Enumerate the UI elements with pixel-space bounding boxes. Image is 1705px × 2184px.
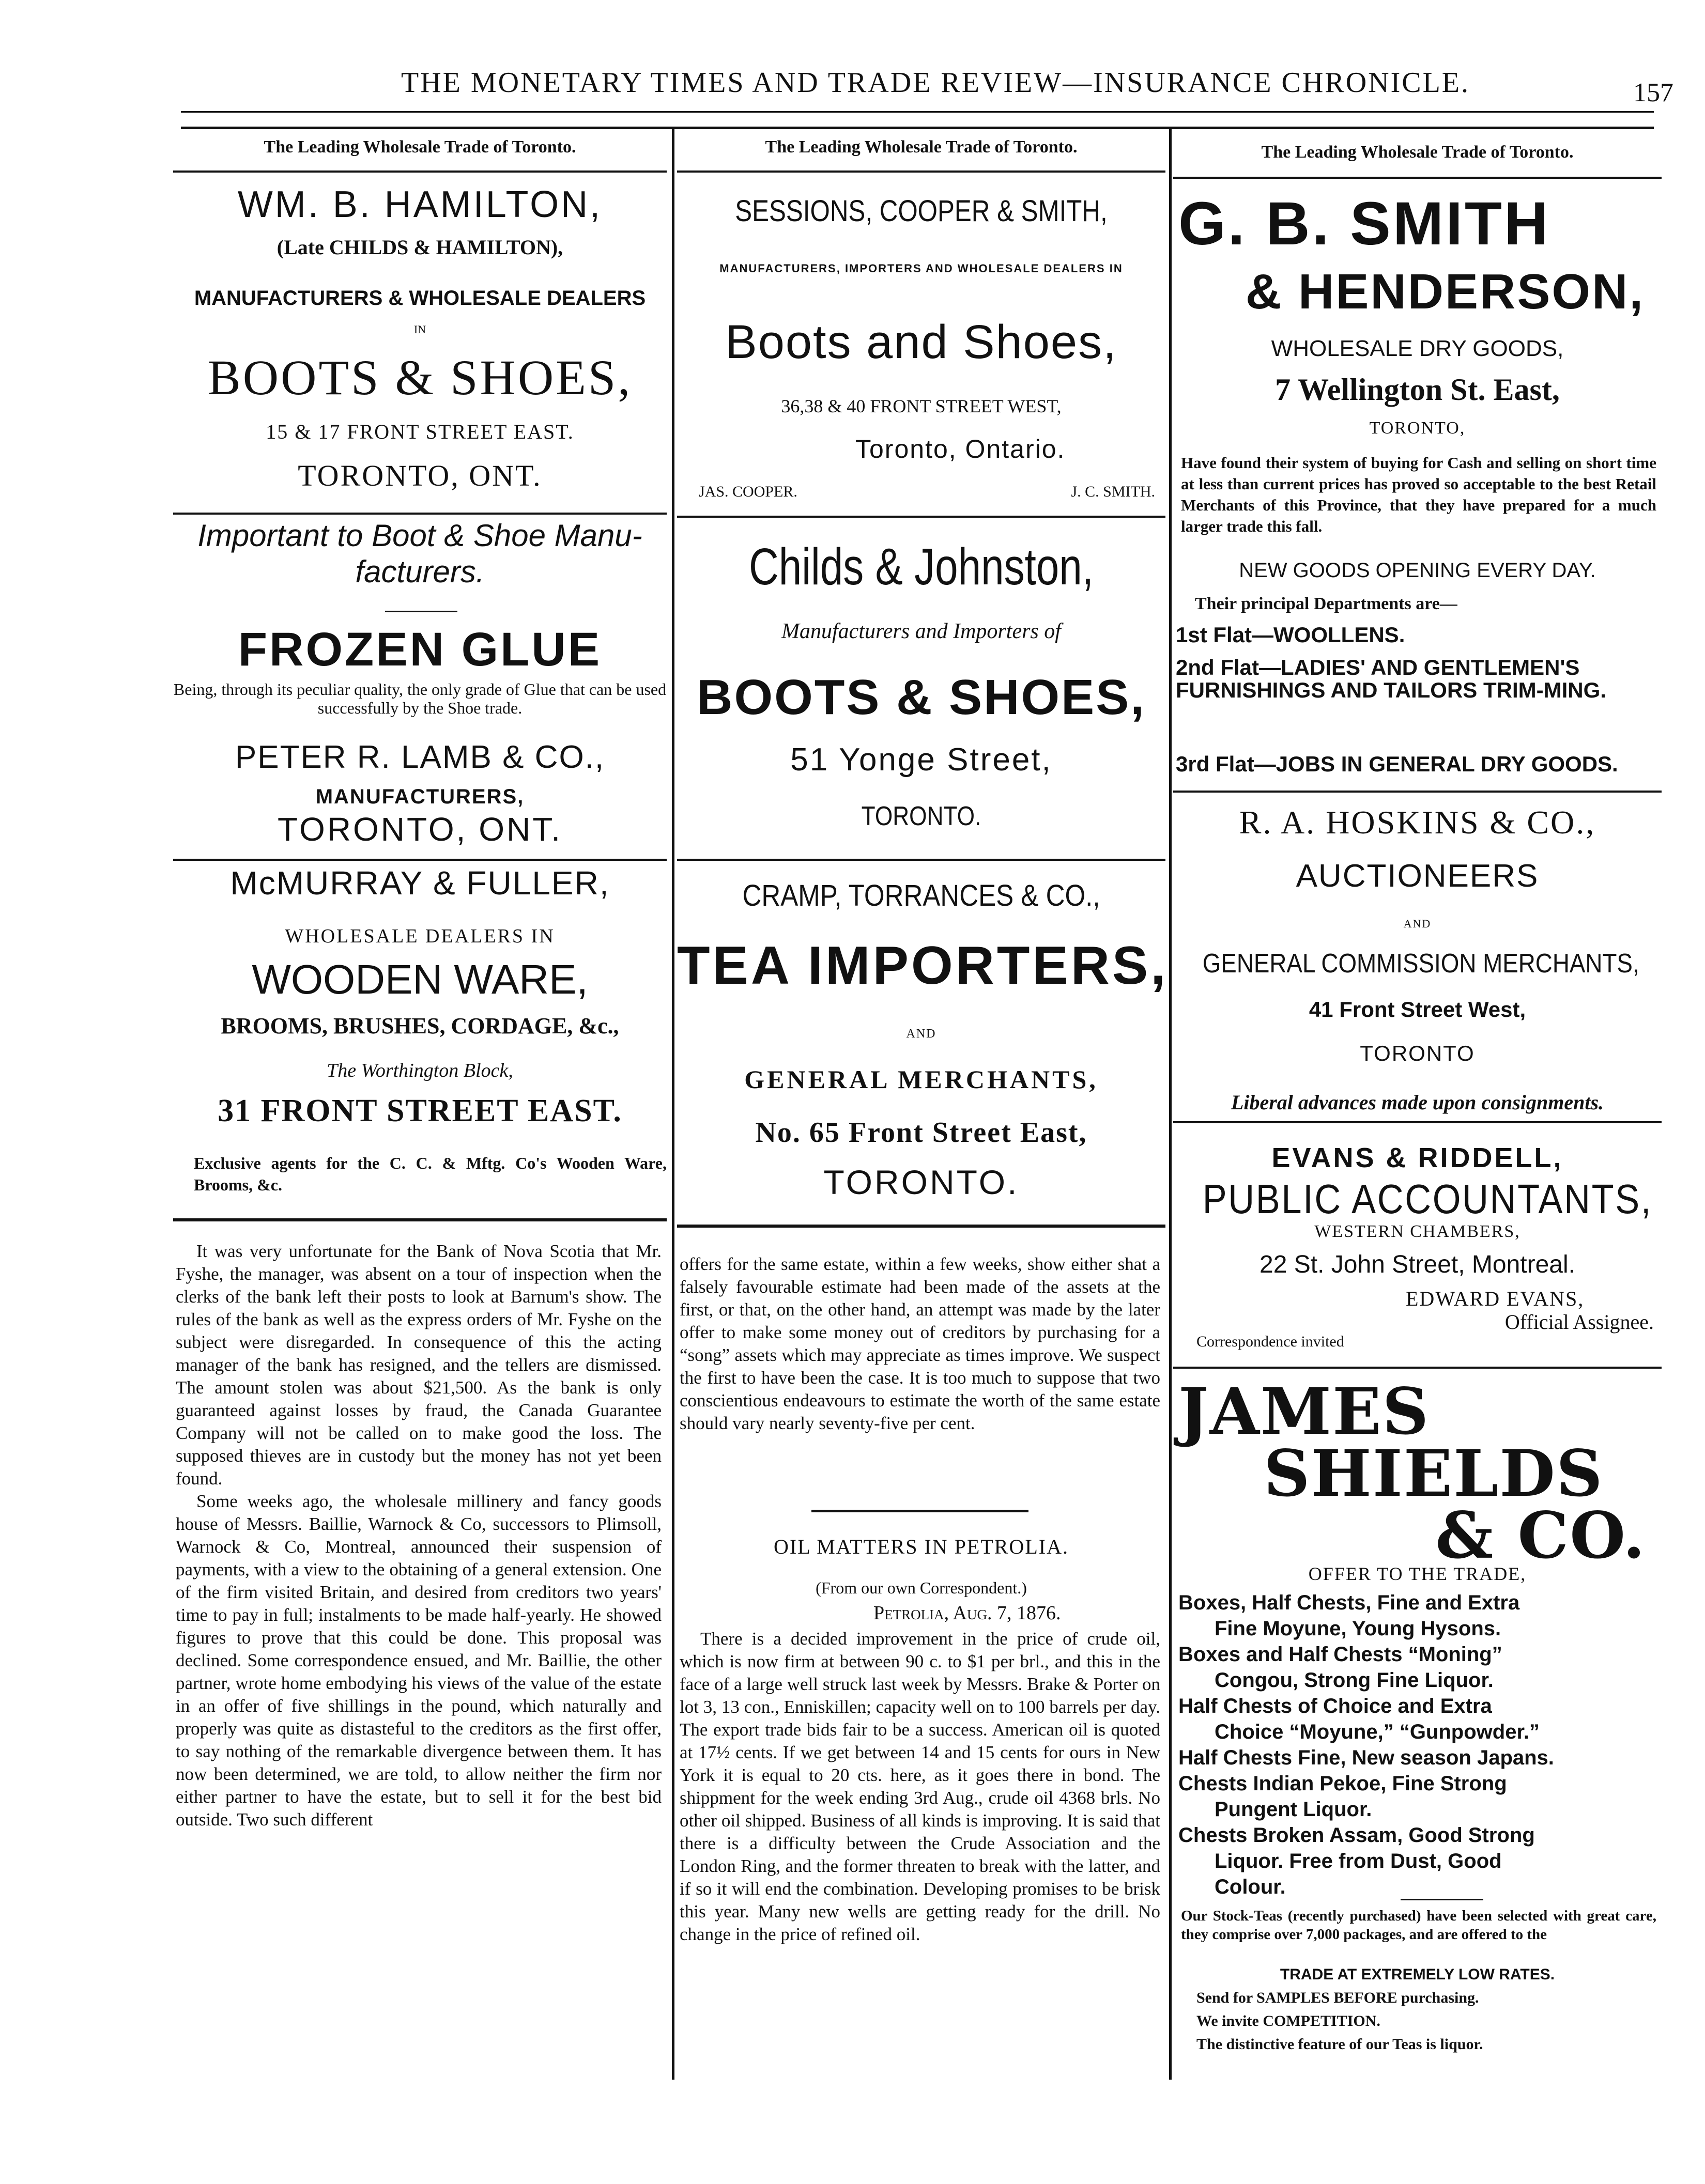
sessions-name: SESSIONS, COOPER & SMITH,	[735, 194, 1108, 228]
tea-item: Half Chests of Choice and Extra Choice “Moyune,” “Gunpowder.”	[1178, 1695, 1540, 1743]
lamb-desc: Being, through its peculiar quality, the only grade of Glue that can be used successfully by the Shoe trade.	[173, 680, 667, 717]
smith-name-2: & HENDERSON,	[1246, 264, 1645, 319]
lamb-role: MANUFACTURERS,	[315, 785, 525, 808]
oil-article-title: OIL MATTERS IN PETROLIA.	[774, 1535, 1069, 1558]
evans-role: PUBLIC ACCOUNTANTS,	[1202, 1176, 1653, 1222]
mcmurray-note: Exclusive agents for the C. C. & Mftg. Co's Wooden Ware, Brooms, &c.	[194, 1154, 667, 1194]
divider	[173, 171, 667, 173]
shields-name-3: & CO.	[1435, 1498, 1646, 1573]
cramp-address: No. 65 Front Street East,	[755, 1117, 1087, 1149]
tea-item: Chests Broken Assam, Good Strong Liquor. Free from Dust, Good Colour.	[1178, 1824, 1535, 1898]
cramp-and: AND	[906, 1027, 936, 1041]
divider	[1173, 1121, 1662, 1123]
sessions-goods: Boots and Shoes,	[725, 316, 1117, 368]
sessions-address: 36,38 & 40 FRONT STREET WEST,	[781, 396, 1062, 416]
column-heading: The Leading Wholesale Trade of Toronto.	[1261, 143, 1574, 162]
smith-dept-2: 2nd Flat—LADIES' AND GENTLEMEN'S FURNISHINGS AND TAILORS TRIM-MING.	[1176, 655, 1606, 702]
sessions-role: MANUFACTURERS, IMPORTERS AND WHOLESALE DEALERS IN	[719, 262, 1123, 275]
mcmurray-goods2: BROOMS, BRUSHES, CORDAGE, &c.,	[221, 1013, 619, 1039]
hoskins-role-2: GENERAL COMMISSION MERCHANTS,	[1202, 949, 1639, 979]
short-rule	[385, 611, 457, 612]
childs-name: Childs & Johnston,	[748, 538, 1094, 596]
page-number: 157	[1633, 78, 1673, 107]
smith-body: Have found their system of buying for Cash and selling on short time at less than current prices has proved so acceptable to the best Retail Merchants of this Province, that they have prepared for a much larger trade this fall.	[1181, 454, 1656, 535]
cramp-role: GENERAL MERCHANTS,	[744, 1065, 1098, 1094]
oil-article-dateline: Petrolia, Aug. 7, 1876.	[873, 1602, 1061, 1624]
sessions-city: Toronto, Ontario.	[855, 435, 1066, 463]
short-rule	[1401, 1899, 1483, 1900]
mcmurray-goods: WOODEN WARE,	[252, 956, 588, 1002]
childs-role: Manufacturers and Importers of	[781, 619, 1061, 643]
evans-person: EDWARD EVANS,	[1406, 1287, 1585, 1310]
shields-offer: OFFER TO THE TRADE,	[1308, 1563, 1527, 1584]
cramp-name: CRAMP, TORRANCES & CO.,	[742, 879, 1100, 912]
ads-bottom-rule	[677, 1225, 1165, 1228]
hoskins-name: R. A. HOSKINS & CO.,	[1239, 804, 1596, 841]
smith-dept-1: 1st Flat—WOOLLENS.	[1176, 623, 1405, 647]
evans-building: WESTERN CHAMBERS,	[1314, 1222, 1520, 1241]
mcmurray-role: WHOLESALE DEALERS IN	[285, 925, 555, 947]
tea-item: Boxes, Half Chests, Fine and Extra Fine Moyune, Young Hysons.	[1178, 1591, 1520, 1640]
smith-depts-intro: Their principal Departments are—	[1195, 594, 1457, 613]
lamb-product: FROZEN GLUE	[238, 623, 602, 676]
evans-title: Official Assignee.	[1504, 1310, 1654, 1334]
divider	[677, 859, 1165, 861]
article-bank-column-2	[680, 1253, 1160, 1435]
mcmurray-block: The Worthington Block,	[327, 1060, 513, 1081]
shields-rates: TRADE AT EXTREMELY LOW RATES.	[1280, 1966, 1555, 1983]
shields-competition: We invite COMPETITION.	[1196, 2012, 1380, 2030]
smith-dept-3: 3rd Flat—JOBS IN GENERAL DRY GOODS.	[1176, 752, 1618, 776]
shields-items	[1178, 1591, 1659, 1901]
column-heading: The Leading Wholesale Trade of Toronto.	[765, 137, 1078, 157]
divider	[173, 513, 667, 515]
divider	[677, 171, 1165, 173]
mcmurray-name: McMURRAY & FULLER,	[230, 864, 610, 902]
tea-item: Boxes and Half Chests “Moning” Congou, Strong Fine Liquor.	[1178, 1643, 1502, 1692]
lamb-intro: Important to Boot & Shoe Manu-facturers.	[197, 518, 642, 589]
smith-city: TORONTO,	[1369, 419, 1466, 438]
column-1-ads	[173, 129, 667, 1219]
cramp-goods: TEA IMPORTERS,	[677, 936, 1169, 996]
shields-samples: Send for SAMPLES BEFORE purchasing.	[1196, 1989, 1479, 2006]
oil-article-body	[680, 1628, 1160, 1946]
smith-name-1: G. B. SMITH	[1178, 190, 1550, 258]
smith-role: WHOLESALE DRY GOODS,	[1271, 336, 1564, 361]
column-rule-2	[1169, 127, 1172, 2080]
hamilton-goods: BOOTS & SHOES,	[207, 350, 633, 405]
column-heading: The Leading Wholesale Trade of Toronto.	[264, 137, 576, 157]
divider	[677, 516, 1165, 518]
childs-city: TORONTO.	[861, 801, 981, 831]
article-paragraph: There is a decided improvement in the price of crude oil, which is now firm at between 90 c. to $1 per brl., and this in the face of a large well struck last week by Messrs. Brake & Porter on lot 3, 13 con., Enniskillen; capacity well on to 100 barrels per day. The export trade bids fair to be a success. American oil is quoted at 17½ cents. If we get between 14 and 15 cents for ours in New York it is equal to 20 cts. here, as it goes there in bond. The shippment for the week ending 3rd Aug., crude oil 4368 brls. No other oil shipped. Business of all kinds is improving. It is said that there is a difficulty between the Crude Association and the London Ring, and the former threaten to break with the latter, and if so it will end the combination. Developing promises to be brisk this year. Many new wells are getting ready for the drill. No change in the price of refined oil.	[680, 1629, 1160, 1944]
tea-item: Chests Indian Pekoe, Fine Strong Pungent Liquor.	[1178, 1772, 1507, 1821]
article-paragraph: It was very unfortunate for the Bank of Nova Scotia that Mr. Fyshe, the manager, was absent on a tour of inspection when the clerks of the bank left their posts to look at Barnum's show. The rules of the bank as well as the express orders of Mr. Fyshe on the subject were disregarded. In consequence of this the acting manager of the bank has resigned, and the tellers are dismissed. The amount stolen was about $21,500. As the bank is only guaranteed against losses by fraud, the Canada Guarantee Company will not be called on to make good the loss. The supposed thieves are in custody but the money has not yet been found.	[176, 1241, 662, 1489]
divider	[1173, 177, 1662, 179]
mcmurray-address: 31 FRONT STREET EAST.	[218, 1093, 622, 1128]
childs-goods: BOOTS & SHOES,	[697, 670, 1146, 725]
sessions-partner-1: JAS. COOPER.	[699, 483, 797, 500]
column-2-ads	[677, 129, 1169, 1235]
shields-feature: The distinctive feature of our Teas is liquor.	[1196, 2036, 1483, 2053]
evans-note: Correspondence invited	[1196, 1333, 1344, 1350]
cramp-city: TORONTO.	[823, 1163, 1019, 1201]
sessions-partner-2: J. C. SMITH.	[1071, 483, 1155, 500]
short-rule	[811, 1510, 1028, 1512]
smith-opening: NEW GOODS OPENING EVERY DAY.	[1239, 559, 1596, 582]
hoskins-address: 41 Front Street West,	[1309, 997, 1526, 1021]
column-3-ads	[1173, 129, 1662, 2093]
header-rule	[181, 111, 1654, 113]
hoskins-note: Liberal advances made upon consignments.	[1231, 1091, 1604, 1114]
divider	[1173, 791, 1662, 793]
page-header-title: THE MONETARY TIMES AND TRADE REVIEW—INSURANCE CHRONICLE.	[401, 67, 1470, 99]
hamilton-city: TORONTO, ONT.	[298, 459, 542, 492]
hamilton-address: 15 & 17 FRONT STREET EAST.	[266, 420, 574, 443]
evans-name: EVANS & RIDDELL,	[1271, 1142, 1563, 1173]
article-paragraph: Some weeks ago, the wholesale millinery and fancy goods house of Messrs. Baillie, Warnock & Co, successors to Plimsoll, Warnock & Co, Montreal, announced their suspension of payments, with a view to the obtaining of a general extension. One of the firm visited Britain, and desired from creditors two years' time to pay in full; instalments to be made half-yearly. He showed figures to prove that this could be done. This proposal was declined. Some correspondence ensued, and Mr. Baillie, the other partner, wrote home embodying his views of the value of the estate in an offer of five shillings in the pound, which naturally and properly was quite as distasteful to the creditors as the first offer, to say nothing of the remarkable divergence between them. It has now been determined, we are told, to allow neither the firm nor either partner to have the estate, but to sell it for the best bid outside. Two such different	[176, 1491, 662, 1830]
hoskins-role: AUCTIONEERS	[1296, 858, 1539, 894]
hamilton-in: IN	[413, 323, 426, 336]
hamilton-late: (Late CHILDS & HAMILTON),	[277, 236, 563, 259]
article-bank-column-1	[176, 1240, 662, 1831]
article-continuation: offers for the same estate, within a few weeks, show either shat a falsely favourable estimate had been made of the assets at the first, or that, on the other hand, an attempt was made by the later offer to make some money out of creditors by purchasing for a “song” assets which may appreciate as times improve. We suspect the first to have been the case. It is too much to suppose that two conscientious endeavours to estimate the worth of the same estate should vary nearly seventy-five per cent.	[680, 1254, 1160, 1433]
hoskins-city: TORONTO	[1360, 1041, 1475, 1065]
shields-name-2: SHIELDS	[1264, 1436, 1604, 1511]
hamilton-name: WM. B. HAMILTON,	[237, 184, 603, 225]
smith-address: 7 Wellington St. East,	[1275, 373, 1560, 407]
oil-article-source: (From our own Correspondent.)	[816, 1578, 1027, 1597]
divider	[1173, 1367, 1662, 1369]
ads-bottom-rule	[173, 1218, 667, 1221]
column-rule-1	[672, 127, 674, 2080]
divider	[173, 859, 667, 861]
hoskins-and: AND	[1403, 917, 1432, 930]
childs-address: 51 Yonge Street,	[790, 742, 1052, 778]
tea-item: Half Chests Fine, New season Japans.	[1178, 1746, 1554, 1769]
shields-name-1: JAMES	[1178, 1374, 1430, 1449]
lamb-city: TORONTO, ONT.	[278, 811, 562, 848]
lamb-name: PETER R. LAMB & CO.,	[235, 739, 605, 775]
evans-address: 22 St. John Street, Montreal.	[1259, 1251, 1575, 1278]
hamilton-desc: MANUFACTURERS & WHOLESALE DEALERS	[194, 287, 646, 309]
shields-stock: Our Stock-Teas (recently purchased) have been selected with great care, they comprise over 7,000 packages, and are offered to the	[1181, 1908, 1656, 1943]
